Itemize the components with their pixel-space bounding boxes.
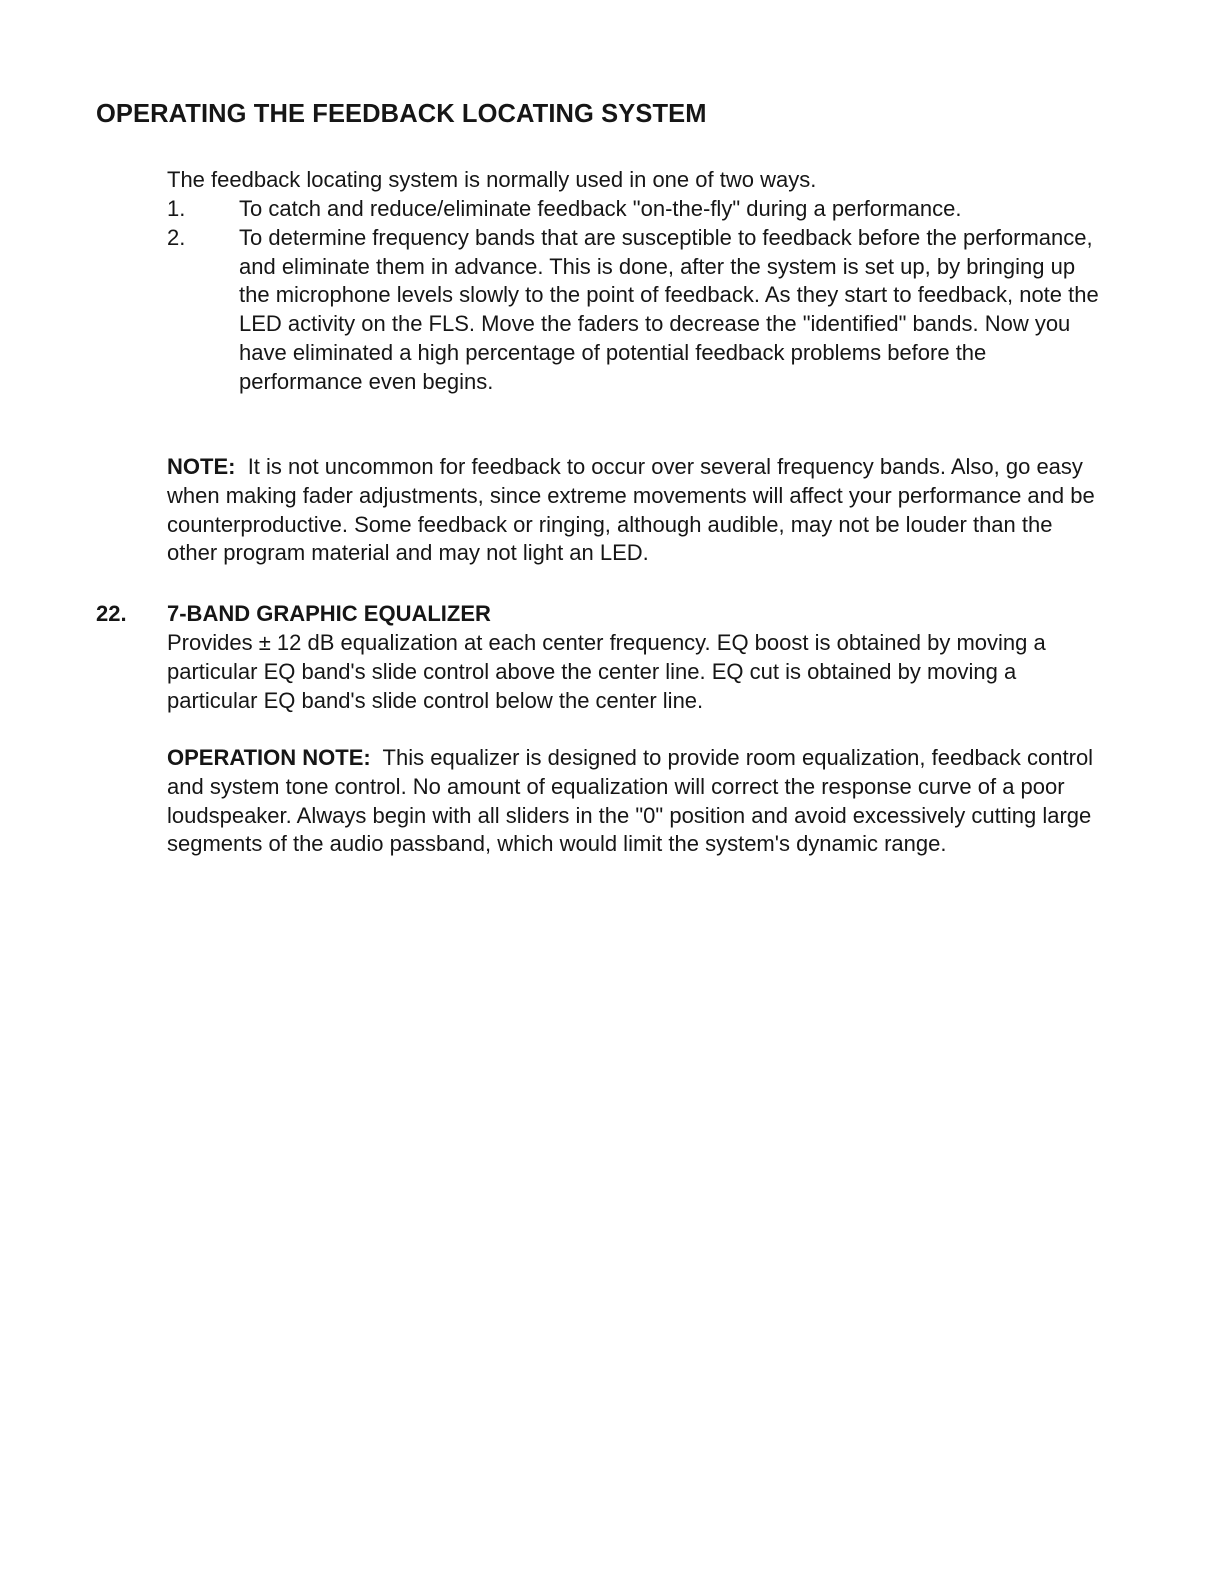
list-item-text: To catch and reduce/eliminate feedback "on-the-fly" during a performance. [239,196,962,221]
section-title: 7-BAND GRAPHIC EQUALIZER [167,601,491,626]
note-label: NOTE: [167,454,236,479]
note-paragraph [167,453,1107,568]
usage-list [167,195,1107,397]
section-description: Provides ± 12 dB equalization at each center frequency. EQ boost is obtained by moving a particular EQ band's slide control above the center line. EQ cut is obtained by moving a particular EQ band's slide control below the center line. [167,630,1046,713]
list-item-number: 1. [167,196,186,221]
list-item [167,224,1107,397]
intro-paragraph: The feedback locating system is normally used in one of two ways. [167,167,817,192]
list-item-number: 2. [167,224,186,250]
list-item [167,195,1107,224]
note-text: It is not uncommon for feedback to occur over several frequency bands. Also, go easy when making fader adjustments, since extreme movements will affect your performance and be counterproductive. Some feedback or ringing, although audible, may not be louder than the other program material and may not light an LED. [167,454,1095,566]
section-number: 22. [96,601,127,626]
operation-note-text: This equalizer is designed to provide room equalization, feedback control and system tone control. No amount of equalization will correct the response curve of a poor loudspeaker. Always begin with all sliders in the "0" position and avoid excessively cutting large segments of the audio passband, which would limit the system's dynamic range. [167,745,1094,857]
operation-note-label: OPERATION NOTE: [167,745,371,770]
list-item-text: To determine frequency bands that are susceptible to feedback before the performance, and eliminate them in advance. This is done, after the system is set up, by bringing up the microphone levels slowly to the point of feedback. As they start to feedback, note the LED activity on the FLS. Move the faders to decrease the "identified" bands. Now you have eliminated a high percentage of potential feedback problems before the performance even begins. [239,224,1099,394]
page-title: OPERATING THE FEEDBACK LOCATING SYSTEM [96,100,707,128]
operation-note-paragraph [167,744,1107,859]
